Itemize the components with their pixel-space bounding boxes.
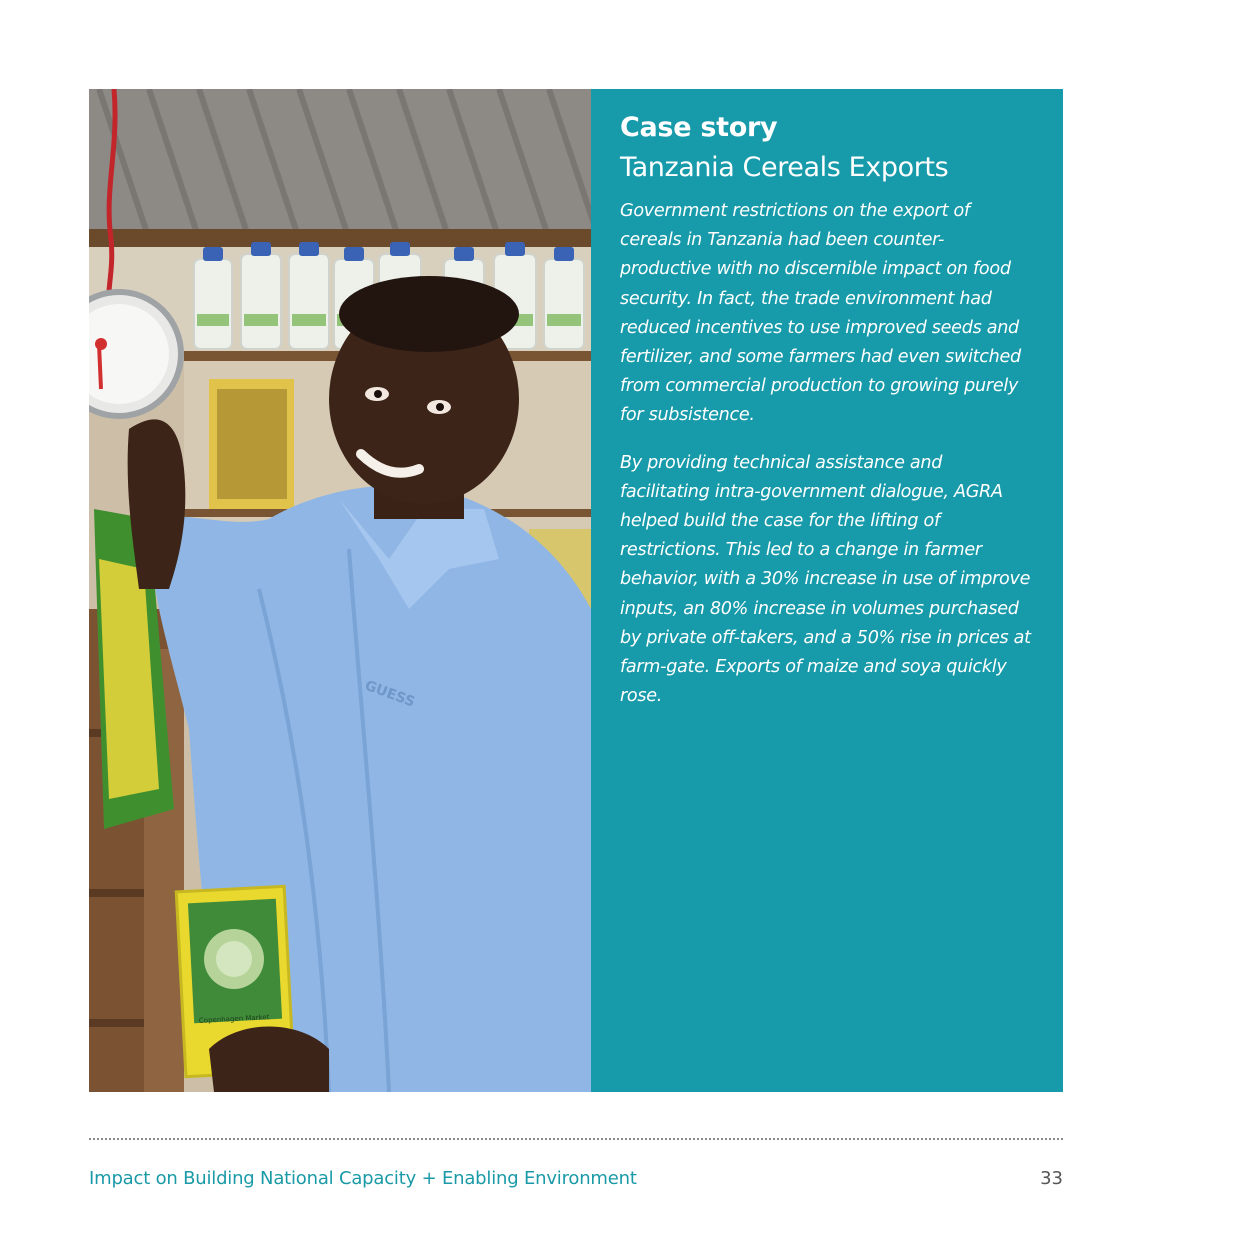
case-story-photo: [89, 89, 591, 1092]
case-story-title: Tanzania Cereals Exports: [620, 152, 949, 183]
footer-section-title: Impact on Building National Capacity + Enabling Environment: [89, 1168, 637, 1189]
case-story-panel: [591, 89, 1063, 1092]
shirt-logo: GUESS: [362, 677, 417, 711]
case-story-kicker: Case story: [620, 112, 778, 143]
case-story-paragraph-2: By providing technical assistance and facilitating intra-government dialogue, AGRA helped build the case for the lifting of restrictions. This led to a change in farmer behavior, with a 30% increase in use of improve inputs, an 80% increase in volumes purchased by private off-takers, and a 50% rise in prices at farm-gate. Exports of maize and soya quickly rose.: [620, 452, 1031, 707]
case-story-paragraph-1: Government restrictions on the export of cereals in Tanzania had been counter-productive with no discernible impact on food security. In fact, the trade environment had reduced incentives to use improved seeds and fertilizer, and some farmers had even switched from commercial production to growing purely for subsistence.: [620, 201, 1021, 426]
footer-divider: [89, 1138, 1063, 1140]
page-number: 33: [1040, 1168, 1063, 1189]
seed-packet-label: Copenhagen Market: [198, 1013, 270, 1025]
shopkeeper-photo: [89, 89, 591, 1092]
